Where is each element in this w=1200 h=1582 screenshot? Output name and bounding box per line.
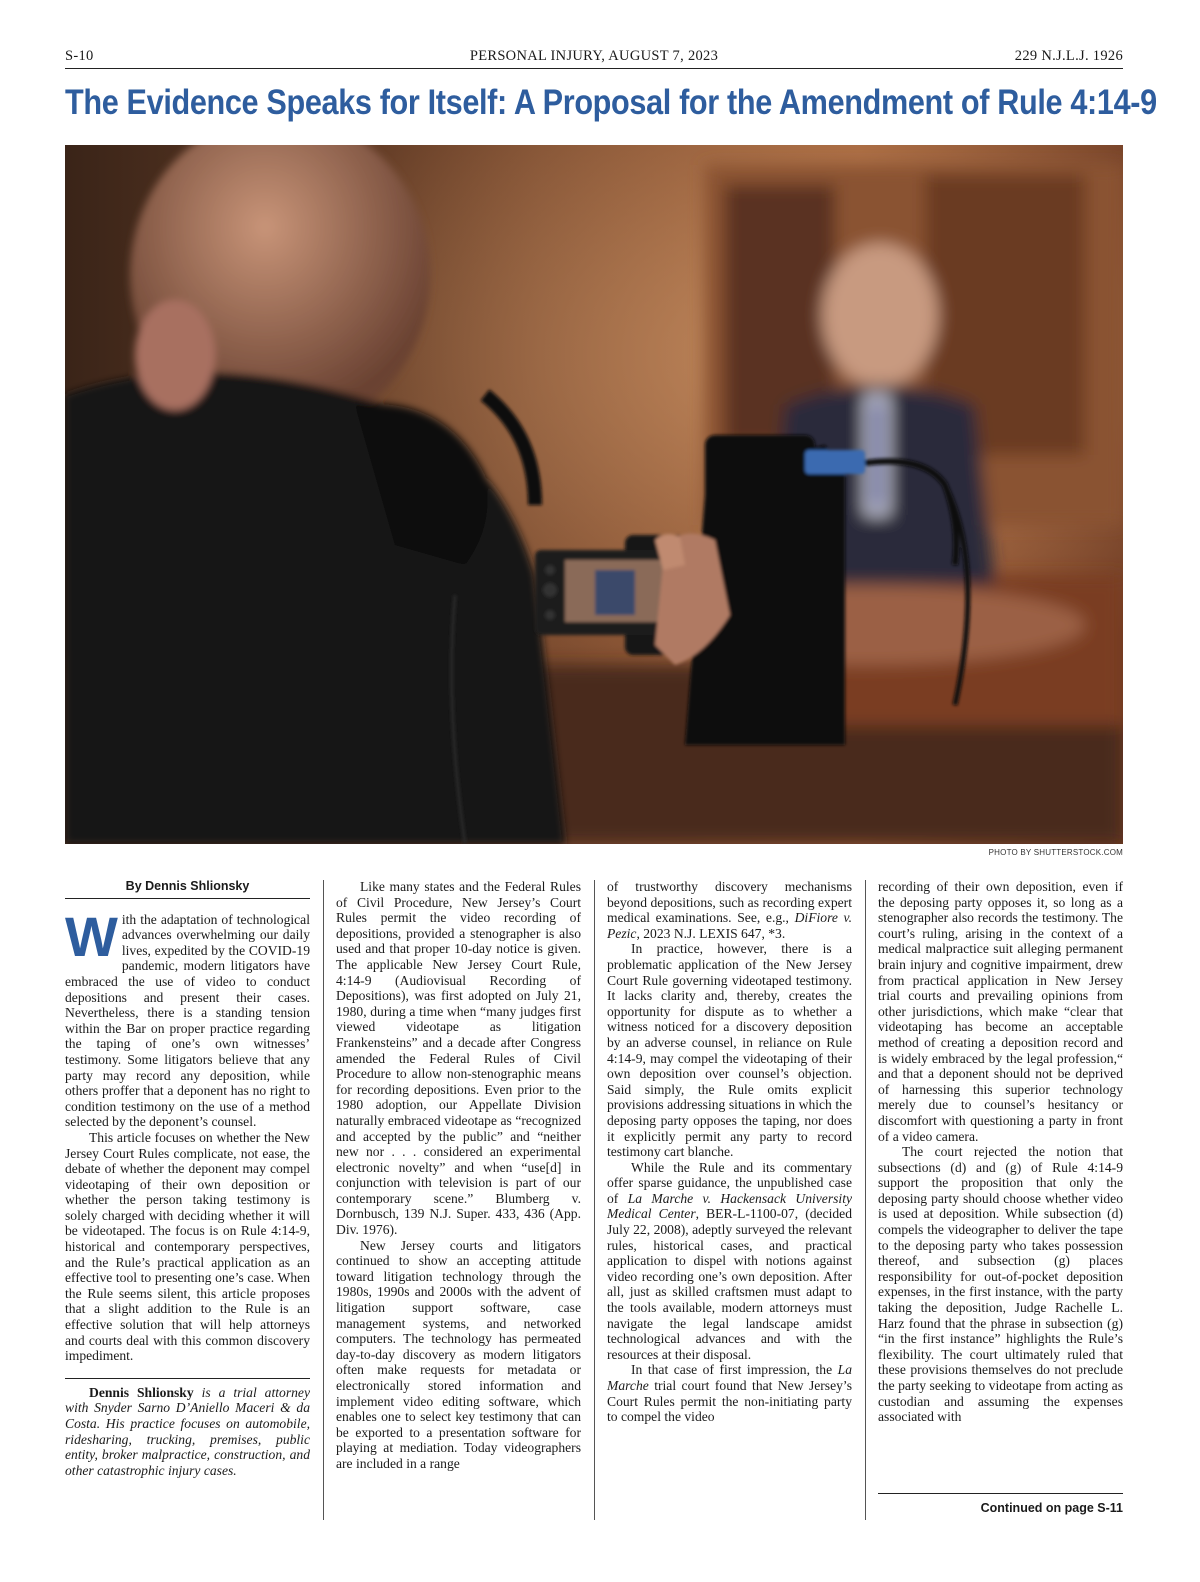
paragraph-text: ith the adaptation of technological advances overwhelming our daily lives, expedited by the COVID-19 pandemic, modern litigators have embraced the use of video to conduct depositions and present their cases. Nevertheless, there is a standing tension within the Bar on proper practice regarding the taping of one’s own witnesses’ testimony. Some litigators believe that any party may record any deposition, while others proffer that a deponent has no right to condition testimony on the use of a method selected by the deponent’s counsel. xyxy=(65,911,310,1130)
case-citation: DiFiore v. Pezic xyxy=(607,910,852,941)
author-bio xyxy=(65,1378,310,1479)
case-citation: La Marche v. Hackensack University Medical Center xyxy=(607,1190,852,1222)
article-paragraph xyxy=(607,1160,852,1363)
article-column-3 xyxy=(607,879,852,1425)
header-citation: 229 N.J.L.J. 1926 xyxy=(1014,48,1123,64)
article-paragraph: This article focuses on whether the New Jersey Court Rules complicate, not ease, the debate of whether the deponent may compel videotaping of their own deposition or whether the person taking testimony is solely charged with deciding whether it will be videotaped. The focus is on Rule 4:14-9, historical and contemporary perspectives, and the Rule’s practical application as an effective tool to presenting one’s case. When the Rule seems silent, this article proposes that a slight addition to the Rule is an effective solution that will help attorneys and courts deal with this common discovery impediment. xyxy=(65,1129,310,1364)
author-bio-description: is a trial attorney with Snyder Sarno D’Aniello Maceri & da Costa. His practice focuses on automobile, ridesharing, trucking, premises, public entity, broker malpractice, construction, and other catastrophic injury cases. xyxy=(65,1384,310,1478)
article-paragraph xyxy=(607,1362,852,1424)
videographer-camera-photo-icon xyxy=(65,145,1123,844)
article-paragraph: recording of their own deposition, even if the deposing party opposes it, so long as a stenographer also records the testimony. The court’s ruling, arising in the context of a medical malpractice suit alleging permanent brain injury and cognitive impairment, drew from practical application in New Jersey trial courts and prevailing opinions from other jurisdictions, which make “clear that videotaping has become an acceptable method of creating a deposition record and is widely embraced by the legal profession,“ and that a deponent should not be deprived of harnessing this superior technology merely due to counsel’s hesitancy or discomfort with questioning a party in front of a video camera. xyxy=(878,879,1123,1144)
article-paragraph: New Jersey courts and litigators continued to show an accepting attitude toward litigation technology through the 1980s, 1990s and 2000s with the advent of litigation support software, case management systems, and networked computers. The technology has permeated day-to-day discovery as modern litigators often make requests for metadata or electronically stored information and implement video editing software, which enables one to select key testimony that can be exported to a presentation software for playing at mediation. Today videographers are included in a range xyxy=(336,1237,581,1471)
page-header xyxy=(65,48,1123,69)
article-column-1 xyxy=(65,879,310,1478)
article-paragraph xyxy=(65,904,310,1130)
article-column-4 xyxy=(878,879,1123,1425)
case-citation: La Marche xyxy=(607,1362,852,1393)
article-paragraph: In practice, however, there is a problematic application of the New Jersey Court Rule governing videotaped testimony. It lacks clarity and, thereby, creates the opportunity for dispute as to whether a witness noticed for a discovery deposition by an adverse counsel, in reliance on Rule 4:14-9, may compel the videotaping of their own deposition over counsel’s objection. Said simply, the Rule omits explicit provisions addressing situations in which the deposing party opposes the taping, nor does it explicitly permit any party to record testimony cart blanche. xyxy=(607,941,852,1160)
article-paragraph: The court rejected the notion that subsections (d) and (g) of Rule 4:14-9 support the proposition that only the deposing party should choose whether video is used at deposition. While subsection (d) compels the videographer to deliver the tape to the deposing party who takes possession thereof, and subsection (g) places responsibility for out-of-pocket deposition expenses, in the first instance, with the party taking the deposition, Judge Rachelle L. Harz found that the phrase in subsection (g) “in the first instance” highlights the Rule’s flexibility. The court ultimately ruled that these provisions themselves do not preclude the party seeking to videotape from acting as custodian and assuming the expenses associated with xyxy=(878,1144,1123,1425)
header-page-number: S-10 xyxy=(65,48,94,64)
paragraph-text: trial court found that New Jersey’s Court Rules permit the non-initiating party to compel the video xyxy=(607,1378,852,1425)
paragraph-text: , BER-L-1100-07, (decided July 22, 2008), adeptly surveyed the relevant rules, historical cases, and practical application to dispel with notions against video recording one’s own deposition. After all, just as skilled craftsmen must adapt to the tools available, modern attorneys must navigate the legal landscape amidst technological advances and with the resources at their disposal. xyxy=(607,1206,852,1362)
column-divider xyxy=(594,880,595,1520)
header-publication-date: PERSONAL INJURY, AUGUST 7, 2023 xyxy=(469,48,719,64)
column-divider xyxy=(323,880,324,1520)
continued-link[interactable]: Continued on page S-11 xyxy=(878,1493,1123,1515)
article-photo xyxy=(65,145,1123,844)
article-title: The Evidence Speaks for Itself: A Proposal for the Amendment of Rule 4:14-9 xyxy=(65,83,1157,122)
article-column-2 xyxy=(336,879,581,1472)
article-paragraph xyxy=(607,879,852,941)
article-paragraph: Like many states and the Federal Rules of Civil Procedure, New Jersey’s Court Rules permit the video recording of depositions, provided a stenographer is also used and that proper 10-day notice is given. The applicable New Jersey Court Rule, 4:14-9 (Audiovisual Recording of Depositions), was first adopted on July 21, 1980, during a time when “many judges first viewed videotape as litigation Frankensteins” and a decade after Congress amended the Federal Rules of Civil Procedure to allow non-stenographic means for recording depositions. Even prior to the 1980 adoption, our Appellate Division naturally embraced videotape as “recognized and accepted by the public” and “neither new nor . . . considered an experimental electronic novelty” and when “use[d] in conjunction with television is part of our contemporary scene.” Blumberg v. Dornbusch, 139 N.J. Super. 433, 436 (App. Div. 1976). xyxy=(336,879,581,1238)
photo-credit: PHOTO BY SHUTTERSTOCK.COM xyxy=(988,848,1123,857)
author-bio-text xyxy=(65,1385,310,1479)
byline: By Dennis Shlionsky xyxy=(65,879,310,899)
column-divider xyxy=(865,880,866,1520)
paragraph-text: In that case of first impression, the xyxy=(631,1362,838,1378)
paragraph-text: of trustworthy discovery mechanisms beyond depositions, such as recording expert medical examinations. See, e.g., xyxy=(607,879,852,926)
paragraph-text: , 2023 N.J. LEXIS 647, *3. xyxy=(636,925,786,941)
author-name: Dennis Shlionsky xyxy=(89,1384,194,1400)
paragraph-text: While the Rule and its commentary offer sparse guidance, the unpublished case of xyxy=(607,1159,852,1206)
drop-cap: W xyxy=(65,904,118,968)
